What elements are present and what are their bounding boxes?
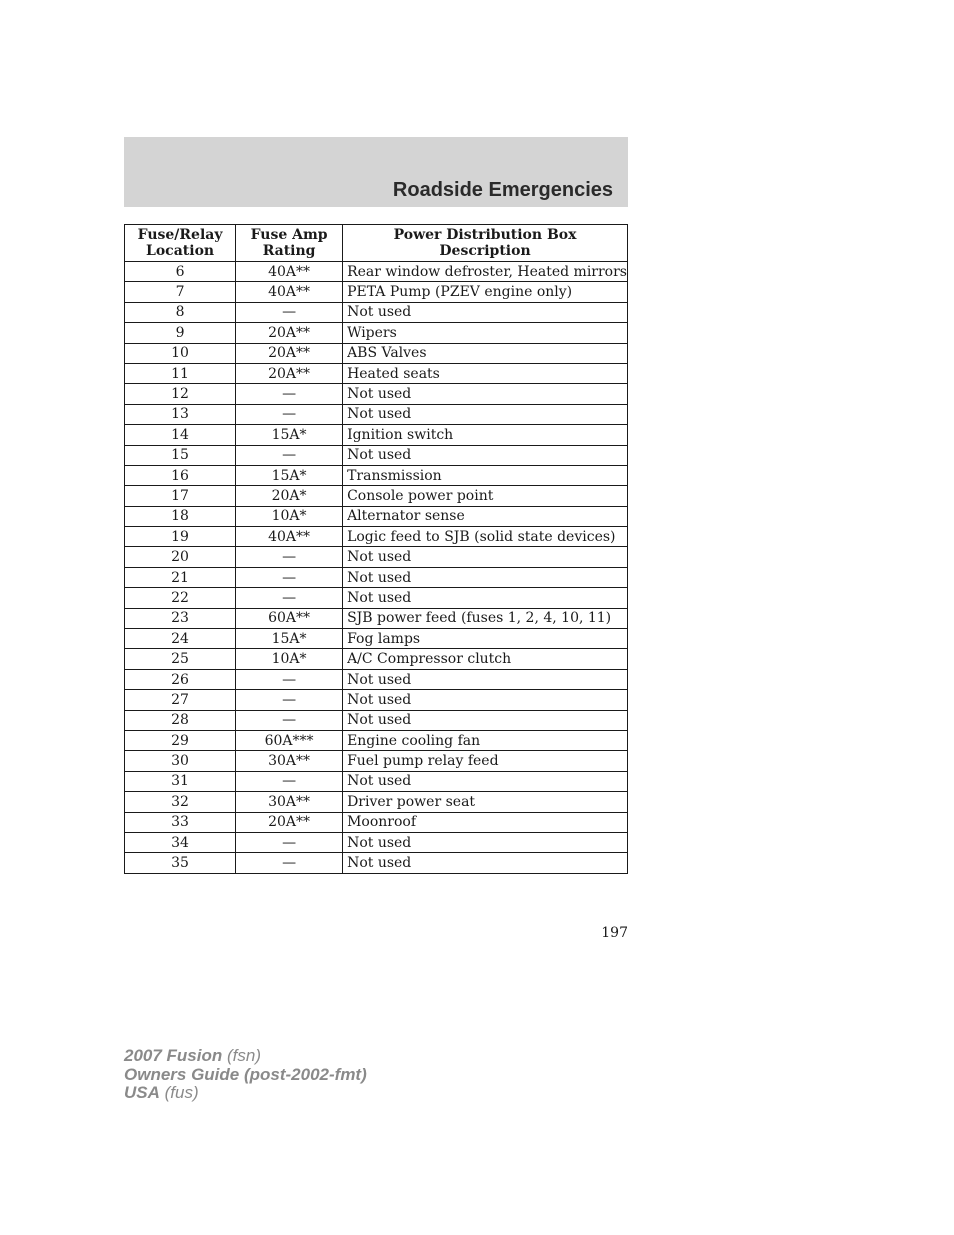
cell-amp-rating: — — [236, 384, 343, 404]
cell-location: 32 — [125, 792, 236, 812]
table-row — [125, 527, 628, 547]
footer-line-1: 2007 Fusion (fsn) — [124, 1046, 261, 1065]
table-row — [125, 302, 628, 322]
table-body — [125, 262, 628, 874]
table-row — [125, 771, 628, 791]
cell-location: 16 — [125, 465, 236, 485]
cell-location: 6 — [125, 262, 236, 282]
table-row — [125, 567, 628, 587]
cell-location: 12 — [125, 384, 236, 404]
table-row — [125, 343, 628, 363]
table-row — [125, 853, 628, 873]
cell-description: Moonroof — [343, 812, 628, 832]
cell-amp-rating: 40A** — [236, 262, 343, 282]
table-row — [125, 547, 628, 567]
cell-description: Not used — [343, 404, 628, 424]
table-row — [125, 690, 628, 710]
cell-amp-rating: — — [236, 771, 343, 791]
cell-description: Fog lamps — [343, 629, 628, 649]
cell-description: PETA Pump (PZEV engine only) — [343, 282, 628, 302]
cell-location: 24 — [125, 629, 236, 649]
cell-location: 21 — [125, 567, 236, 587]
cell-amp-rating: — — [236, 669, 343, 689]
cell-location: 9 — [125, 323, 236, 343]
cell-description: Not used — [343, 771, 628, 791]
cell-amp-rating: 20A* — [236, 486, 343, 506]
cell-location: 11 — [125, 363, 236, 383]
cell-description: Not used — [343, 588, 628, 608]
cell-amp-rating: 30A** — [236, 792, 343, 812]
cell-location: 23 — [125, 608, 236, 628]
table-row — [125, 710, 628, 730]
cell-location: 31 — [125, 771, 236, 791]
cell-amp-rating: 15A* — [236, 465, 343, 485]
table-row — [125, 812, 628, 832]
cell-description: Heated seats — [343, 363, 628, 383]
table-row — [125, 506, 628, 526]
cell-description: Not used — [343, 710, 628, 730]
cell-amp-rating: — — [236, 302, 343, 322]
cell-amp-rating: — — [236, 832, 343, 852]
cell-location: 28 — [125, 710, 236, 730]
cell-description: Alternator sense — [343, 506, 628, 526]
table-row — [125, 404, 628, 424]
cell-location: 27 — [125, 690, 236, 710]
table-row — [125, 486, 628, 506]
cell-amp-rating: 10A* — [236, 649, 343, 669]
table-row — [125, 363, 628, 383]
cell-location: 13 — [125, 404, 236, 424]
table-row — [125, 282, 628, 302]
table-row — [125, 384, 628, 404]
cell-location: 22 — [125, 588, 236, 608]
section-title: Roadside Emergencies — [392, 179, 613, 201]
table-row — [125, 751, 628, 771]
cell-location: 25 — [125, 649, 236, 669]
cell-description: Logic feed to SJB (solid state devices) — [343, 527, 628, 547]
document-footer — [124, 1047, 367, 1103]
table-row — [125, 262, 628, 282]
cell-amp-rating: — — [236, 567, 343, 587]
table-row — [125, 629, 628, 649]
cell-description: Not used — [343, 853, 628, 873]
cell-amp-rating: 15A* — [236, 629, 343, 649]
cell-description: Engine cooling fan — [343, 730, 628, 750]
cell-amp-rating: — — [236, 547, 343, 567]
footer-line-2: Owners Guide (post-2002-fmt) — [124, 1064, 367, 1084]
table-row — [125, 649, 628, 669]
cell-location: 26 — [125, 669, 236, 689]
page-number: 197 — [601, 925, 628, 941]
table-row — [125, 588, 628, 608]
table-header-row — [125, 225, 628, 262]
cell-description: Ignition switch — [343, 425, 628, 445]
cell-description: ABS Valves — [343, 343, 628, 363]
cell-description: Rear window defroster, Heated mirrors — [343, 262, 628, 282]
table-row — [125, 730, 628, 750]
section-header-band — [124, 137, 628, 207]
cell-location: 30 — [125, 751, 236, 771]
cell-location: 8 — [125, 302, 236, 322]
cell-amp-rating: 40A** — [236, 527, 343, 547]
cell-amp-rating: — — [236, 690, 343, 710]
column-header-amp-rating: Fuse Amp Rating — [236, 225, 343, 262]
cell-amp-rating: 20A** — [236, 343, 343, 363]
cell-location: 10 — [125, 343, 236, 363]
cell-amp-rating: — — [236, 445, 343, 465]
cell-amp-rating: — — [236, 853, 343, 873]
cell-description: Not used — [343, 832, 628, 852]
cell-amp-rating: 20A** — [236, 323, 343, 343]
cell-amp-rating: 60A*** — [236, 730, 343, 750]
cell-amp-rating: 20A** — [236, 363, 343, 383]
cell-amp-rating: — — [236, 710, 343, 730]
cell-amp-rating: 60A** — [236, 608, 343, 628]
cell-description: Not used — [343, 302, 628, 322]
cell-location: 34 — [125, 832, 236, 852]
cell-description: Not used — [343, 445, 628, 465]
table-row — [125, 832, 628, 852]
cell-description: Not used — [343, 690, 628, 710]
cell-location: 19 — [125, 527, 236, 547]
cell-description: Transmission — [343, 465, 628, 485]
column-header-location: Fuse/Relay Location — [125, 225, 236, 262]
cell-description: Not used — [343, 384, 628, 404]
cell-location: 7 — [125, 282, 236, 302]
cell-amp-rating: 15A* — [236, 425, 343, 445]
cell-amp-rating: 30A** — [236, 751, 343, 771]
cell-description: A/C Compressor clutch — [343, 649, 628, 669]
table-row — [125, 465, 628, 485]
table-row — [125, 425, 628, 445]
cell-description: Not used — [343, 567, 628, 587]
cell-location: 18 — [125, 506, 236, 526]
footer-line-3: USA (fus) — [124, 1083, 199, 1102]
table-row — [125, 792, 628, 812]
cell-location: 35 — [125, 853, 236, 873]
cell-description: Fuel pump relay feed — [343, 751, 628, 771]
cell-location: 20 — [125, 547, 236, 567]
table-row — [125, 608, 628, 628]
cell-description: Driver power seat — [343, 792, 628, 812]
cell-description: Wipers — [343, 323, 628, 343]
table-row — [125, 323, 628, 343]
cell-amp-rating: 20A** — [236, 812, 343, 832]
cell-description: Console power point — [343, 486, 628, 506]
cell-amp-rating: 40A** — [236, 282, 343, 302]
cell-description: SJB power feed (fuses 1, 2, 4, 10, 11) — [343, 608, 628, 628]
cell-location: 17 — [125, 486, 236, 506]
cell-amp-rating: — — [236, 404, 343, 424]
cell-amp-rating: — — [236, 588, 343, 608]
cell-amp-rating: 10A* — [236, 506, 343, 526]
cell-description: Not used — [343, 547, 628, 567]
cell-location: 15 — [125, 445, 236, 465]
fuse-table — [124, 224, 628, 874]
table-row — [125, 445, 628, 465]
cell-location: 29 — [125, 730, 236, 750]
column-header-description: Power Distribution Box Description — [343, 225, 628, 262]
cell-location: 14 — [125, 425, 236, 445]
table-row — [125, 669, 628, 689]
cell-location: 33 — [125, 812, 236, 832]
cell-description: Not used — [343, 669, 628, 689]
